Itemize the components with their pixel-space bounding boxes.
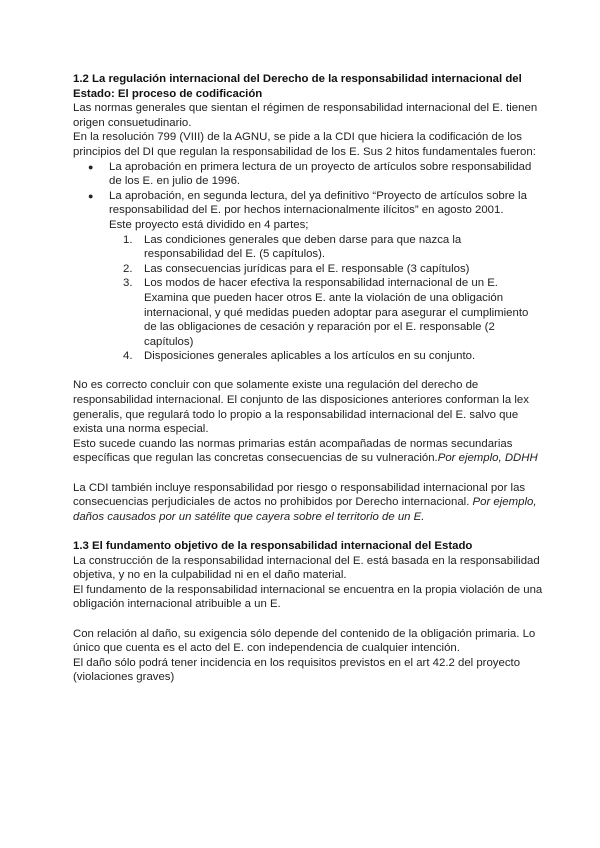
list-item-text: Disposiciones generales aplicables a los artículos en su conjunto.	[144, 350, 476, 363]
paragraph: La construcción de la responsabilidad internacional del E. está basada en la responsabilidad objetiva, y no en la culpabilidad ni en el daño material.	[73, 554, 540, 582]
bullet-icon: ●	[88, 161, 94, 172]
paragraph-text: Esto sucede cuando las normas primarias están acompañadas de normas secundarias específicas que regulan las concretas consecuencias de su vulneración.	[73, 437, 513, 465]
list-number: 1.	[123, 233, 133, 246]
parts-list	[73, 233, 543, 364]
list-item-text: Las condiciones generales que deben darse para que nazca la responsabilidad del E. (5 capítulos).	[144, 233, 462, 261]
list-number: 2.	[123, 262, 133, 275]
list-item-text: Las consecuencias jurídicas para el E. responsable (3 capítulos)	[144, 262, 470, 275]
spacer	[73, 466, 543, 481]
paragraph: El daño sólo podrá tener incidencia en los requisitos previstos en el art 42.2 del proyecto (violaciones graves)	[73, 656, 521, 684]
list-item-text: La aprobación, en segunda lectura, del ya definitivo “Proyecto de artículos sobre la responsabilidad del E. por hechos internacionalmente ilícitos” en agosto 2001.	[109, 189, 527, 217]
list-item	[73, 189, 543, 218]
paragraph-text: La CDI también incluye responsabilidad por riesgo o responsabilidad internacional por las consecuencias perjudiciales de actos no prohibidos por Derecho internacional.	[73, 481, 526, 509]
list-item	[73, 262, 543, 277]
paragraph: Con relación al daño, su exigencia sólo depende del contenido de la obligación primaria. Lo único que cuenta es el acto del E. con independencia de cualquier intención.	[73, 627, 536, 655]
list-number: 3.	[123, 277, 133, 290]
spacer	[73, 364, 543, 379]
list-item	[73, 160, 543, 189]
example-text: Por ejemplo, daños causados por un satélite que cayera sobre el territorio de un E.	[73, 496, 537, 523]
list-item-text: Los modos de hacer efectiva la responsabilidad internacional de un E. Examina que pueden hacer otros E. ante la violación de una obligación internacional, y qué medidas pueden adoptar para asegurar el cumplimiento de las obligaciones de cesación y reparación por el E. responsable (2 capítulos)	[144, 277, 529, 348]
paragraph	[73, 437, 543, 466]
paragraph: Las normas generales que sientan el régimen de responsabilidad internacional del E. tienen origen consuetudinario.	[73, 102, 538, 129]
milestones-list	[73, 160, 543, 218]
paragraph: No es correcto concluir con que solamente existe una regulación del derecho de responsabilidad internacional. El conjunto de las disposiciones anteriores conforman la lex generalis, que regulará todo lo propio a la responsabilidad internacional del E. salvo que exista una norma especial.	[73, 379, 529, 436]
spacer	[73, 612, 543, 627]
example-text: Por ejemplo, DDHH	[437, 452, 538, 465]
spacer	[73, 524, 543, 539]
paragraph: El fundamento de la responsabilidad internacional se encuentra en la propia violación de una obligación internacional atribuible a un E.	[73, 583, 543, 611]
list-item	[73, 233, 543, 262]
bullet-icon: ●	[88, 190, 94, 201]
section-heading-1-3: 1.3 El fundamento objetivo de la responsabilidad internacional del Estado	[73, 540, 473, 552]
section-heading-1-2: 1.2 La regulación internacional del Derecho de la responsabilidad internacional del Estado: El proceso de codificación	[73, 73, 522, 100]
list-item	[73, 349, 543, 364]
list-item	[73, 276, 543, 349]
list-item-text: La aprobación en primera lectura de un proyecto de artículos sobre responsabilidad de los E. en julio de 1996.	[109, 160, 532, 188]
paragraph	[73, 481, 543, 525]
paragraph: En la resolución 799 (VIII) de la AGNU, se pide a la CDI que hiciera la codificación de los principios del DI que regulan la responsabilidad de los E. Sus 2 hitos fundamentales fueron:	[73, 131, 536, 158]
parts-intro: Este proyecto está dividido en 4 partes;	[109, 218, 309, 231]
document-page	[73, 72, 543, 685]
list-number: 4.	[123, 350, 133, 363]
